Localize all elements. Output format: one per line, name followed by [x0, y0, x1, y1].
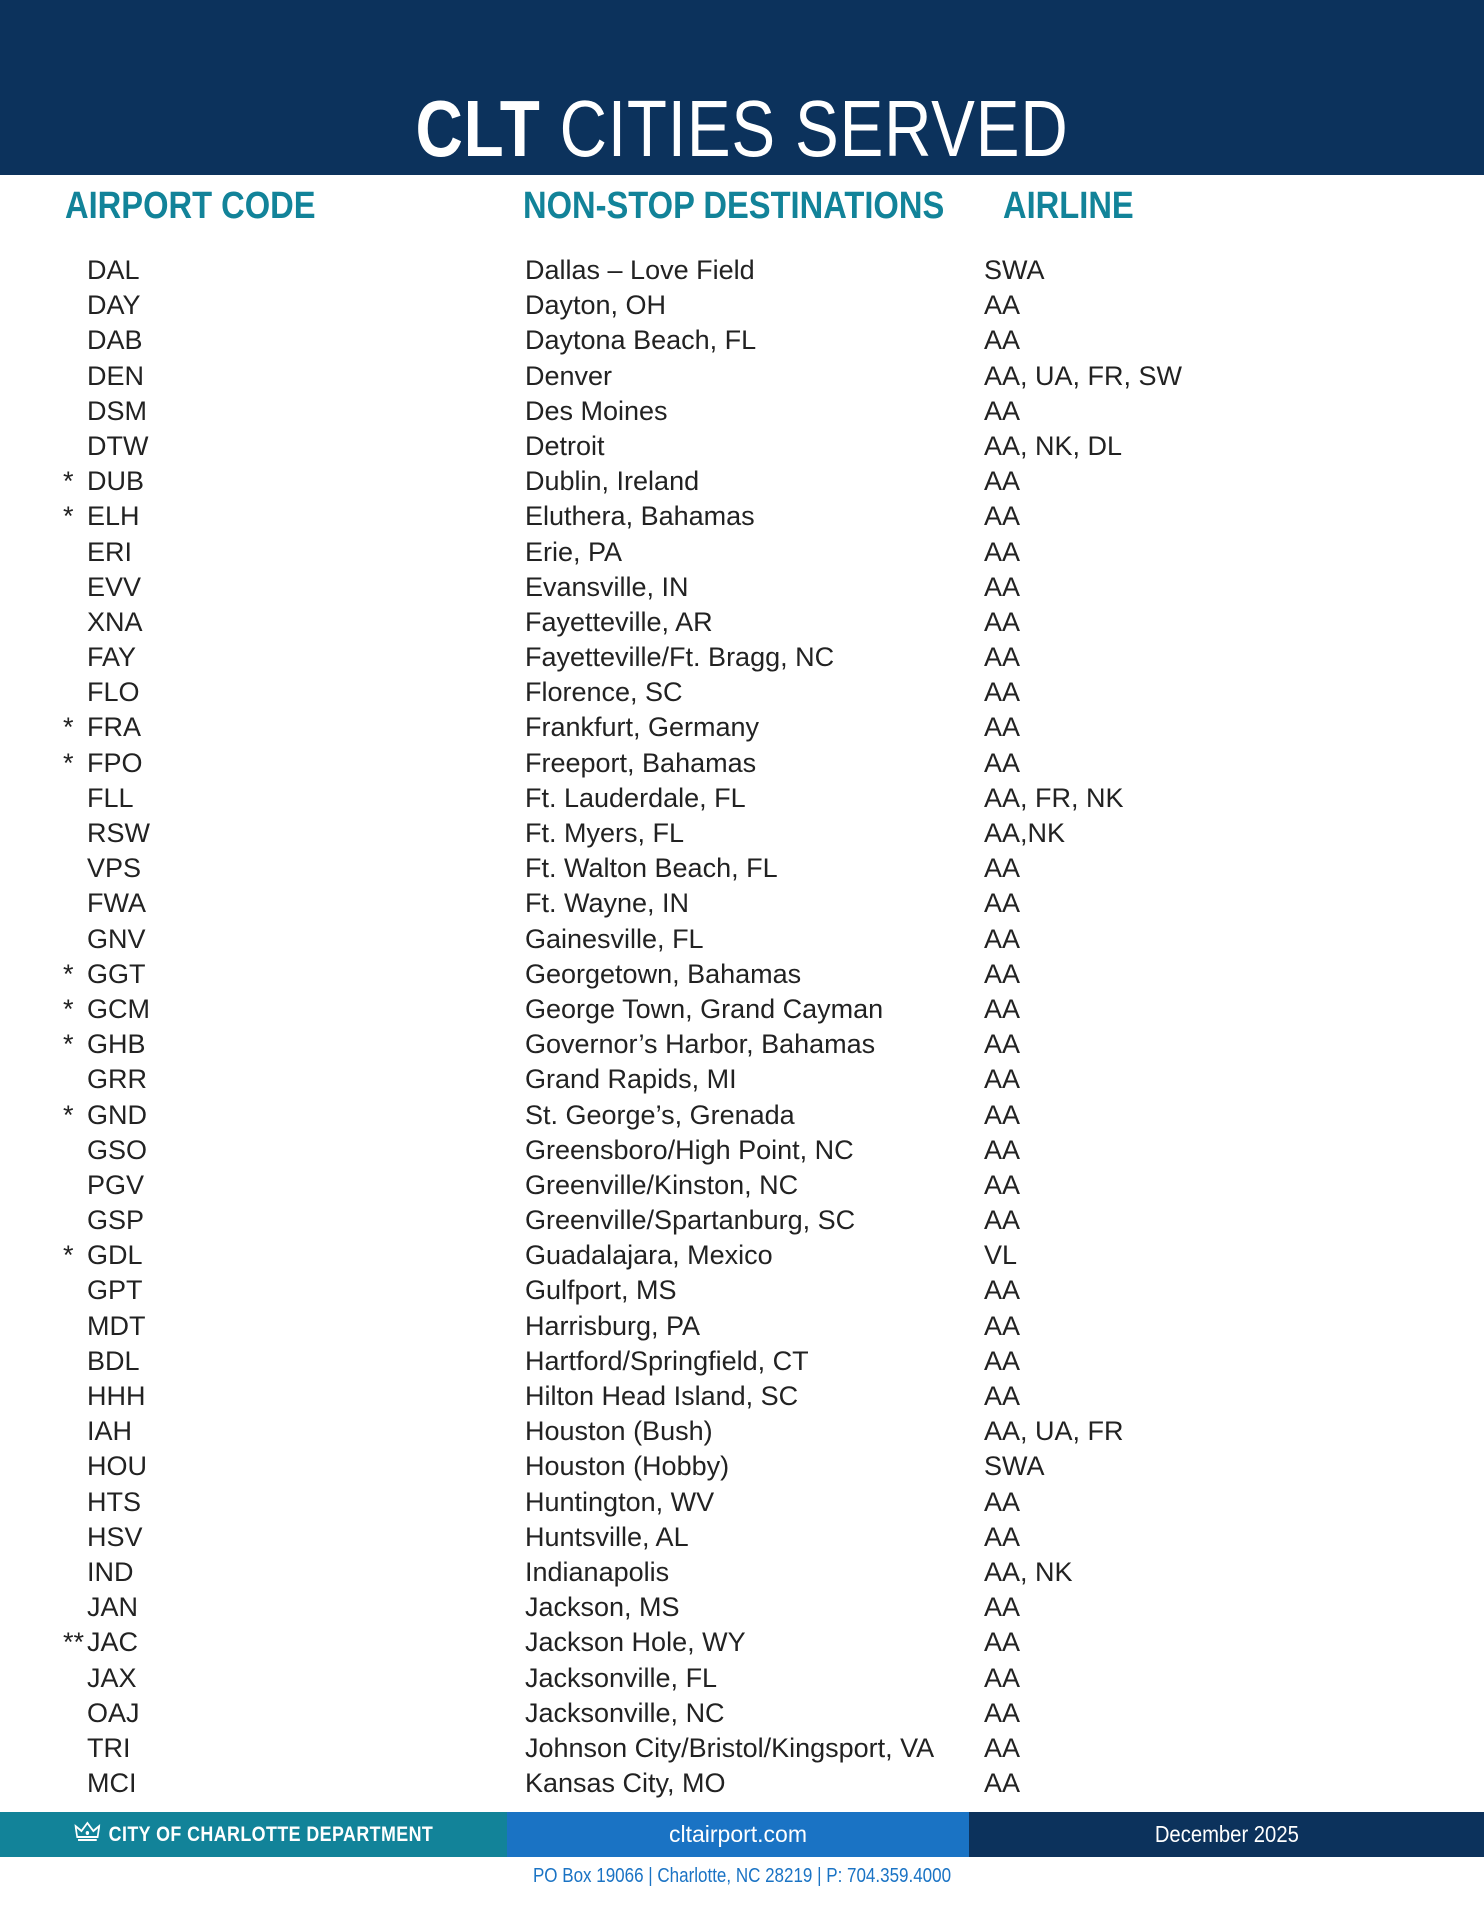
airport-code: GNV — [87, 923, 146, 954]
destination-name: Hartford/Springfield, CT — [525, 1345, 809, 1376]
airline-list: AA — [984, 395, 1021, 426]
destination-name: Dublin, Ireland — [525, 466, 700, 497]
airline-list: AA — [984, 1064, 1021, 1095]
table-row — [0, 1731, 1484, 1766]
airport-code: DAL — [87, 255, 140, 285]
destination-name: Georgetown, Bahamas — [525, 958, 802, 989]
airline-list: AA — [984, 1169, 1021, 1200]
airport-code: PGV — [87, 1169, 145, 1200]
airport-code: GRR — [87, 1064, 147, 1095]
airline-list: AA — [984, 923, 1021, 954]
airline-list: AA — [984, 888, 1021, 919]
airport-code: ELH — [87, 501, 140, 532]
table-row — [0, 323, 1484, 358]
airline-list: AA — [984, 677, 1021, 708]
destination-name: Houston (Bush) — [525, 1416, 713, 1447]
destination-name: Dallas – Love Field — [525, 255, 755, 285]
table-row — [0, 675, 1484, 710]
airline-list: AA, NK, DL — [984, 430, 1123, 461]
footer-date — [969, 1812, 1484, 1857]
row-marker: * — [63, 1029, 74, 1060]
airline-list: AA — [984, 571, 1021, 602]
airline-list: AA — [984, 536, 1021, 567]
table-row — [0, 816, 1484, 851]
destination-name: Gulfport, MS — [525, 1275, 677, 1306]
airline-list: AA,NK — [984, 818, 1066, 848]
airline-list: AA — [984, 1275, 1021, 1306]
row-marker: * — [63, 466, 74, 497]
airport-code: JAN — [87, 1592, 139, 1623]
airline-list: AA — [984, 1029, 1021, 1060]
table-row — [0, 535, 1484, 570]
airline-list: AA — [984, 1732, 1021, 1763]
footer-website[interactable] — [507, 1812, 969, 1857]
airport-code: IND — [87, 1556, 134, 1587]
airline-list: AA — [984, 1627, 1021, 1658]
table-row — [0, 781, 1484, 816]
destination-name: Florence, SC — [525, 677, 683, 708]
row-marker: * — [63, 501, 74, 532]
destination-name: Indianapolis — [525, 1556, 670, 1587]
crown-icon — [74, 1821, 100, 1849]
website-link[interactable]: cltairport.com — [668, 1821, 808, 1847]
destination-name: Fayetteville/Ft. Bragg, NC — [525, 642, 835, 673]
airport-code: FPO — [87, 747, 143, 778]
airport-code: GSO — [87, 1134, 148, 1165]
destination-name: Houston (Hobby) — [525, 1451, 730, 1482]
airline-list: AA — [984, 1486, 1021, 1517]
table-row — [0, 570, 1484, 605]
table-row — [0, 992, 1484, 1027]
destination-name: Eluthera, Bahamas — [525, 501, 755, 532]
airline-list: AA — [984, 290, 1021, 321]
airport-code: HHH — [87, 1381, 146, 1411]
airline-list: AA, FR, NK — [984, 782, 1124, 813]
column-header-airline: AIRLINE — [1003, 185, 1134, 227]
destination-name: Gainesville, FL — [525, 923, 704, 954]
destination-name: Greenville/Spartanburg, SC — [525, 1205, 856, 1236]
table-row — [0, 851, 1484, 886]
table-row — [0, 1766, 1484, 1801]
airline-list: AA — [984, 1310, 1021, 1341]
row-marker: * — [63, 1099, 74, 1130]
table-row — [0, 1027, 1484, 1062]
destination-name: Jackson, MS — [525, 1592, 680, 1623]
table-row — [0, 1590, 1484, 1625]
table-row — [0, 499, 1484, 534]
destination-name: Daytona Beach, FL — [525, 325, 757, 356]
table-row — [0, 1485, 1484, 1520]
table-row — [0, 253, 1484, 288]
destination-name: St. George’s, Grenada — [525, 1099, 795, 1130]
destination-name: Jacksonville, NC — [525, 1697, 725, 1728]
column-header-code: AIRPORT CODE — [65, 185, 316, 227]
airport-code: BDL — [87, 1345, 140, 1376]
destination-name: Ft. Lauderdale, FL — [525, 782, 746, 813]
table-row — [0, 1625, 1484, 1660]
destination-name: Erie, PA — [525, 536, 623, 567]
table-row — [0, 640, 1484, 675]
title-rest: CITIES SERVED — [559, 84, 1069, 173]
table-row — [0, 1133, 1484, 1168]
destination-name: Ft. Wayne, IN — [525, 888, 690, 919]
title-bold: CLT — [415, 84, 541, 173]
airport-code: DTW — [87, 430, 149, 461]
airport-code: IAH — [87, 1416, 133, 1447]
airline-list: SWA — [984, 1451, 1045, 1482]
row-marker: ** — [63, 1627, 85, 1658]
row-marker: * — [63, 958, 74, 989]
destination-name: Hilton Head Island, SC — [525, 1381, 799, 1411]
airport-code: MCI — [87, 1768, 137, 1799]
table-row — [0, 1520, 1484, 1555]
footer-department — [0, 1812, 507, 1857]
table-row — [0, 605, 1484, 640]
airport-code: FLL — [87, 782, 134, 813]
destination-name: Dayton, OH — [525, 290, 667, 321]
airport-code: OAJ — [87, 1697, 140, 1728]
table-row — [0, 746, 1484, 781]
airport-code: HOU — [87, 1451, 147, 1482]
airport-code: JAX — [87, 1662, 137, 1693]
airport-code: GPT — [87, 1275, 143, 1306]
destination-name: Huntington, WV — [525, 1486, 715, 1517]
destination-name: Detroit — [525, 430, 605, 461]
table-row — [0, 464, 1484, 499]
airline-list: AA — [984, 501, 1021, 532]
airport-code: FLO — [87, 677, 140, 708]
table-row — [0, 394, 1484, 429]
destination-name: Freeport, Bahamas — [525, 747, 757, 778]
row-marker: * — [63, 1240, 74, 1271]
airport-code: DSM — [87, 395, 147, 426]
header-banner — [0, 0, 1484, 175]
destination-name: George Town, Grand Cayman — [525, 993, 884, 1024]
table-row — [0, 1696, 1484, 1731]
airline-list: SWA — [984, 255, 1045, 285]
airport-code: VPS — [87, 853, 142, 884]
table-row — [0, 1203, 1484, 1238]
airline-list: AA — [984, 853, 1021, 884]
destination-name: Kansas City, MO — [525, 1768, 726, 1799]
destination-name: Greensboro/High Point, NC — [525, 1134, 854, 1165]
table-row — [0, 1098, 1484, 1133]
airline-list: AA — [984, 1381, 1021, 1411]
airport-code: GCM — [87, 993, 150, 1024]
airport-code: DUB — [87, 466, 145, 497]
airport-code: GGT — [87, 958, 146, 989]
airline-list: AA — [984, 1099, 1021, 1130]
airline-list: AA — [984, 1205, 1021, 1236]
airport-code: HTS — [87, 1486, 141, 1517]
airport-code: RSW — [87, 818, 150, 848]
airline-list: AA — [984, 325, 1021, 356]
airport-code: FAY — [87, 642, 137, 673]
destination-name: Jackson Hole, WY — [525, 1627, 746, 1658]
row-marker: * — [63, 747, 74, 778]
table-row — [0, 1661, 1484, 1696]
airport-code: ERI — [87, 536, 133, 567]
airline-list: AA — [984, 606, 1021, 637]
destination-name: Ft. Walton Beach, FL — [525, 853, 778, 884]
airport-code: GHB — [87, 1029, 146, 1060]
airline-list: AA, NK — [984, 1556, 1073, 1587]
destination-name: Johnson City/Bristol/Kingsport, VA — [525, 1732, 935, 1763]
airline-list: AA — [984, 993, 1021, 1024]
destination-name: Evansville, IN — [525, 571, 689, 602]
table-row — [0, 1062, 1484, 1097]
airport-code: MDT — [87, 1310, 146, 1341]
airport-code: EVV — [87, 571, 142, 602]
table-row — [0, 1238, 1484, 1273]
table-row — [0, 922, 1484, 957]
destination-name: Governor’s Harbor, Bahamas — [525, 1029, 876, 1060]
destinations-table — [0, 253, 1484, 1801]
destination-name: Fayetteville, AR — [525, 606, 713, 637]
airline-list: AA — [984, 1345, 1021, 1376]
destination-name: Grand Rapids, MI — [525, 1064, 737, 1095]
airline-list: AA — [984, 1768, 1021, 1799]
destination-name: Frankfurt, Germany — [525, 712, 760, 743]
airline-list: AA — [984, 958, 1021, 989]
destination-name: Denver — [525, 360, 613, 391]
destination-name: Des Moines — [525, 395, 668, 426]
table-row — [0, 288, 1484, 323]
table-row — [0, 1555, 1484, 1590]
destination-name: Guadalajara, Mexico — [525, 1240, 773, 1271]
airport-code: GND — [87, 1099, 147, 1130]
airport-code: XNA — [87, 606, 143, 637]
airline-list: AA — [984, 747, 1021, 778]
row-marker: * — [63, 993, 74, 1024]
table-row — [0, 886, 1484, 921]
table-row — [0, 1449, 1484, 1484]
date-label: December 2025 — [1154, 1821, 1299, 1847]
destination-name: Huntsville, AL — [525, 1521, 689, 1552]
table-row — [0, 1168, 1484, 1203]
table-row — [0, 429, 1484, 464]
airline-list: AA — [984, 1592, 1021, 1623]
destination-name: Greenville/Kinston, NC — [525, 1169, 799, 1200]
destination-name: Harrisburg, PA — [525, 1310, 701, 1341]
airline-list: AA — [984, 1521, 1021, 1552]
airline-list: AA — [984, 642, 1021, 673]
table-row — [0, 1273, 1484, 1308]
airport-code: DEN — [87, 360, 145, 391]
airline-list: AA — [984, 1697, 1021, 1728]
row-marker: * — [63, 712, 74, 743]
airline-list: AA — [984, 1134, 1021, 1165]
table-row — [0, 359, 1484, 394]
airport-code: JAC — [87, 1627, 139, 1658]
destination-name: Jacksonville, FL — [525, 1662, 718, 1693]
airline-list: AA, UA, FR, SW — [984, 360, 1183, 391]
page-title — [134, 83, 1351, 175]
airline-list: AA, UA, FR — [984, 1416, 1124, 1447]
destination-name: Ft. Myers, FL — [525, 818, 685, 848]
airport-code: TRI — [87, 1732, 131, 1763]
airline-list: AA — [984, 712, 1021, 743]
airline-list: AA — [984, 466, 1021, 497]
table-row — [0, 710, 1484, 745]
table-row — [0, 957, 1484, 992]
airport-code: DAB — [87, 325, 143, 356]
department-label: CITY OF CHARLOTTE DEPARTMENT — [108, 1822, 433, 1846]
column-header-destination: NON-STOP DESTINATIONS — [523, 185, 945, 227]
airport-code: GDL — [87, 1240, 143, 1271]
table-row — [0, 1344, 1484, 1379]
footer-bar — [0, 1812, 1484, 1857]
airport-code: DAY — [87, 290, 141, 321]
airline-list: VL — [984, 1240, 1018, 1271]
airport-code: HSV — [87, 1521, 143, 1552]
table-row — [0, 1309, 1484, 1344]
airline-list: AA — [984, 1662, 1021, 1693]
airport-code: FRA — [87, 712, 141, 743]
airport-code: GSP — [87, 1205, 145, 1236]
airport-code: FWA — [87, 888, 146, 919]
table-row — [0, 1379, 1484, 1414]
table-row — [0, 1414, 1484, 1449]
footer-address: PO Box 19066 | Charlotte, NC 28219 | P: 704.359.4000 — [532, 1865, 952, 1887]
